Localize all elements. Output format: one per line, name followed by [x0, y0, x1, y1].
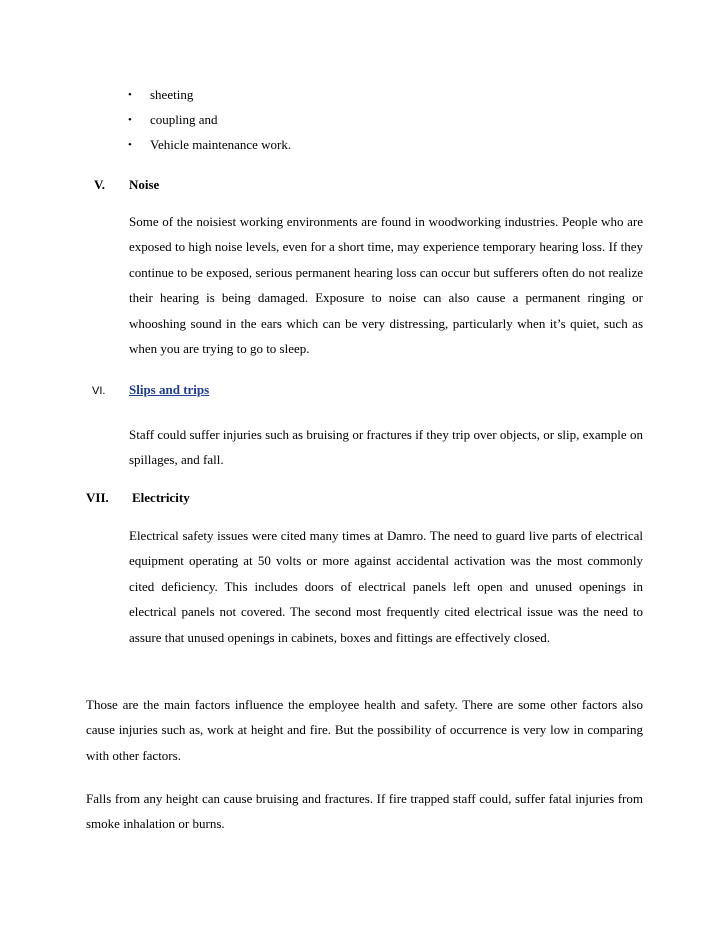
section-body-slips: Staff could suffer injuries such as bruising or fractures if they trip over objects, or slip, example on spillages, and fall.: [129, 427, 643, 468]
list-item: [128, 86, 291, 111]
section-body-noise: Some of the noisiest working environments are found in woodworking industries. People who are exposed to high noise levels, even for a short time, may experience temporary hearing loss. If they continue to be exposed, serious permanent hearing loss can occur but sufferers often do not realize their hearing is being damaged. Exposure to noise can also cause a permanent ringing or whooshing sound in the ears which can be very distressing, particularly when it’s quiet, such as when you are trying to go to sleep.: [129, 214, 643, 357]
bullet-list: [128, 86, 291, 161]
bullet-icon: •: [128, 139, 132, 151]
bullet-icon: •: [128, 89, 132, 101]
list-item-text: sheeting: [150, 87, 194, 102]
section-heading-noise: Noise: [129, 177, 160, 192]
list-item-text: Vehicle maintenance work.: [150, 137, 292, 152]
section-heading-electricity: Electricity: [132, 490, 190, 505]
section-numeral-electricity: VII.: [86, 490, 109, 505]
section-numeral-noise: V.: [94, 177, 105, 192]
section-body-electricity: Electrical safety issues were cited many times at Damro. The need to guard live parts of electrical equipment operating at 50 volts or more against accidental activation was the most commonly cited deficiency. This includes doors of electrical panels left open and unused openings in electrical panels not covered. The second most frequently cited electrical issue was the need to assure that unused openings in cabinets, boxes and fittings are effectively closed.: [129, 528, 643, 645]
section-numeral-slips: VI.: [92, 385, 106, 397]
closing-paragraph: Those are the main factors influence the employee health and safety. There are some other factors also cause injuries such as, work at height and fire. But the possibility of occurrence is very low in comparing with other factors.: [86, 697, 643, 763]
section-heading-slips-link[interactable]: Slips and trips: [129, 382, 210, 397]
list-item: [128, 136, 291, 161]
bullet-icon: •: [128, 114, 132, 126]
list-item-text: coupling and: [150, 112, 218, 127]
list-item: [128, 111, 291, 136]
closing-paragraph: Falls from any height can cause bruising and fractures. If fire trapped staff could, suffer fatal injuries from smoke inhalation or burns.: [86, 791, 643, 832]
